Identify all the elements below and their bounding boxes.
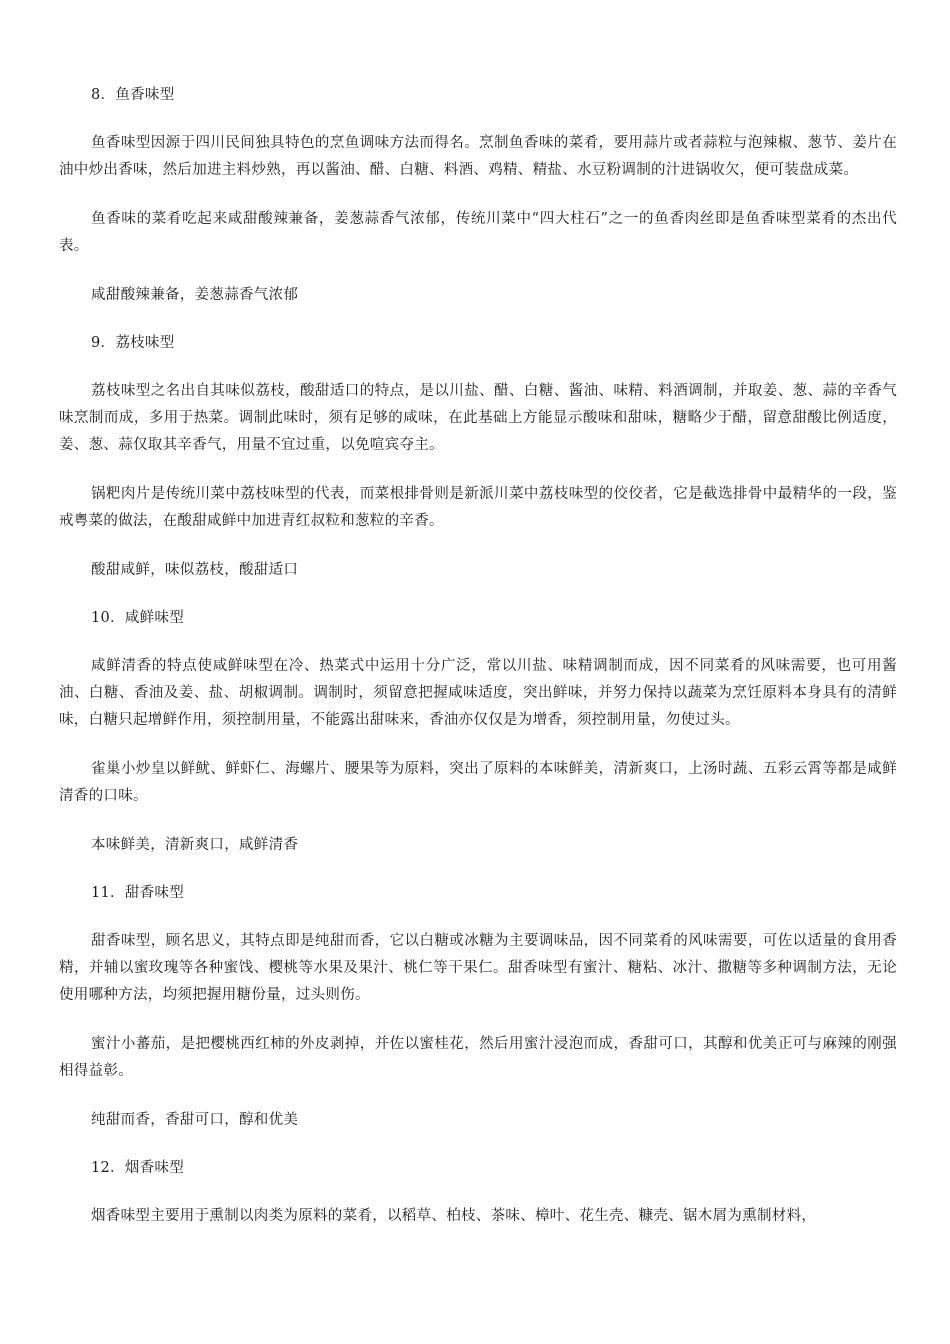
section-summary: 纯甜而香，香甜可口，醇和优美 xyxy=(91,1112,299,1128)
section-yanxiang xyxy=(59,1155,897,1230)
section-summary: 咸甜酸辣兼备，姜葱蒜香气浓郁 xyxy=(91,287,299,303)
section-tianxiang xyxy=(59,880,897,1133)
section-yuxiang xyxy=(59,82,897,308)
paragraph: 鱼香味的菜肴吃起来咸甜酸辣兼备，姜葱蒜香气浓郁，传统川菜中“四大柱石”之一的鱼香肉丝即是鱼香味型菜肴的杰出代表。 xyxy=(59,211,897,254)
section-heading: 8．鱼香味型 xyxy=(91,87,175,103)
section-heading: 9．荔枝味型 xyxy=(91,335,175,351)
paragraph: 甜香味型，顾名思义，其特点即是纯甜而香，它以白糖或冰糖为主要调味品，因不同菜肴的风味需要，可佐以适量的食用香精，并辅以蜜玫瑰等各种蜜饯、樱桃等水果及果汁、桃仁等干果仁。甜香味型有蜜汁、糖粘、冰汁、撒糖等多种调制方法，无论使用哪种方法，均须把握用糖份量，过头则伤。 xyxy=(59,933,897,1003)
paragraph: 蜜汁小蕃茄，是把樱桃西红柿的外皮剥掉，并佐以蜜桂花，然后用蜜汁浸泡而成，香甜可口，其醇和优美正可与麻辣的刚强相得益彰。 xyxy=(59,1036,897,1079)
paragraph: 鱼香味型因源于四川民间独具特色的烹鱼调味方法而得名。烹制鱼香味的菜肴，要用蒜片或者蒜粒与泡辣椒、葱节、姜片在油中炒出香味，然后加进主料炒熟，再以酱油、醋、白糖、料酒、鸡精、精盐、水豆粉调制的汁进锅收欠，便可装盘成菜。 xyxy=(59,135,897,178)
section-heading: 11．甜香味型 xyxy=(91,885,185,901)
paragraph: 咸鲜清香的特点使咸鲜味型在冷、热菜式中运用十分广泛，常以川盐、味精调制而成，因不同菜肴的风味需要，也可用酱油、白糖、香油及姜、盐、胡椒调制。调制时，须留意把握咸味适度，突出鲜味，并努力保持以蔬菜为烹饪原料本身具有的清鲜味，白糖只起增鲜作用，须控制用量，不能露出甜味来，香油亦仅仅是为增香，须控制用量，勿使过头。 xyxy=(59,658,897,728)
section-summary: 酸甜咸鲜，味似荔枝，酸甜适口 xyxy=(91,562,299,578)
paragraph: 烟香味型主要用于熏制以肉类为原料的菜肴，以稻草、柏枝、茶味、樟叶、花生壳、糠壳、锯木屑为熏制材料， xyxy=(91,1208,817,1224)
section-heading: 12．烟香味型 xyxy=(91,1160,185,1176)
section-summary: 本味鲜美，清新爽口，咸鲜清香 xyxy=(91,837,299,853)
section-xianxian xyxy=(59,605,897,858)
paragraph: 雀巢小炒皇以鲜鱿、鲜虾仁、海螺片、腰果等为原料，突出了原料的本味鲜美，清新爽口，上汤时蔬、五彩云霄等都是咸鲜清香的口味。 xyxy=(59,761,897,804)
paragraph: 锅粑肉片是传统川菜中荔枝味型的代表，而菜根排骨则是新派川菜中荔枝味型的佼佼者，它是截选排骨中最精华的一段，鉴戒粤菜的做法，在酸甜咸鲜中加进青红叔粒和葱粒的辛香。 xyxy=(59,486,897,529)
section-lizhi xyxy=(59,330,897,583)
section-heading: 10．咸鲜味型 xyxy=(91,610,185,626)
paragraph: 荔枝味型之名出自其味似荔枝，酸甜适口的特点，是以川盐、醋、白糖、酱油、味精、料酒调制，并取姜、葱、蒜的辛香气味烹制而成，多用于热菜。调制此味时，须有足够的咸味，在此基础上方能显示酸味和甜味，糖略少于醋，留意甜酸比例适度，姜、葱、蒜仅取其辛香气，用量不宜过重，以免喧宾夺主。 xyxy=(59,383,897,453)
document-page xyxy=(59,82,897,1252)
